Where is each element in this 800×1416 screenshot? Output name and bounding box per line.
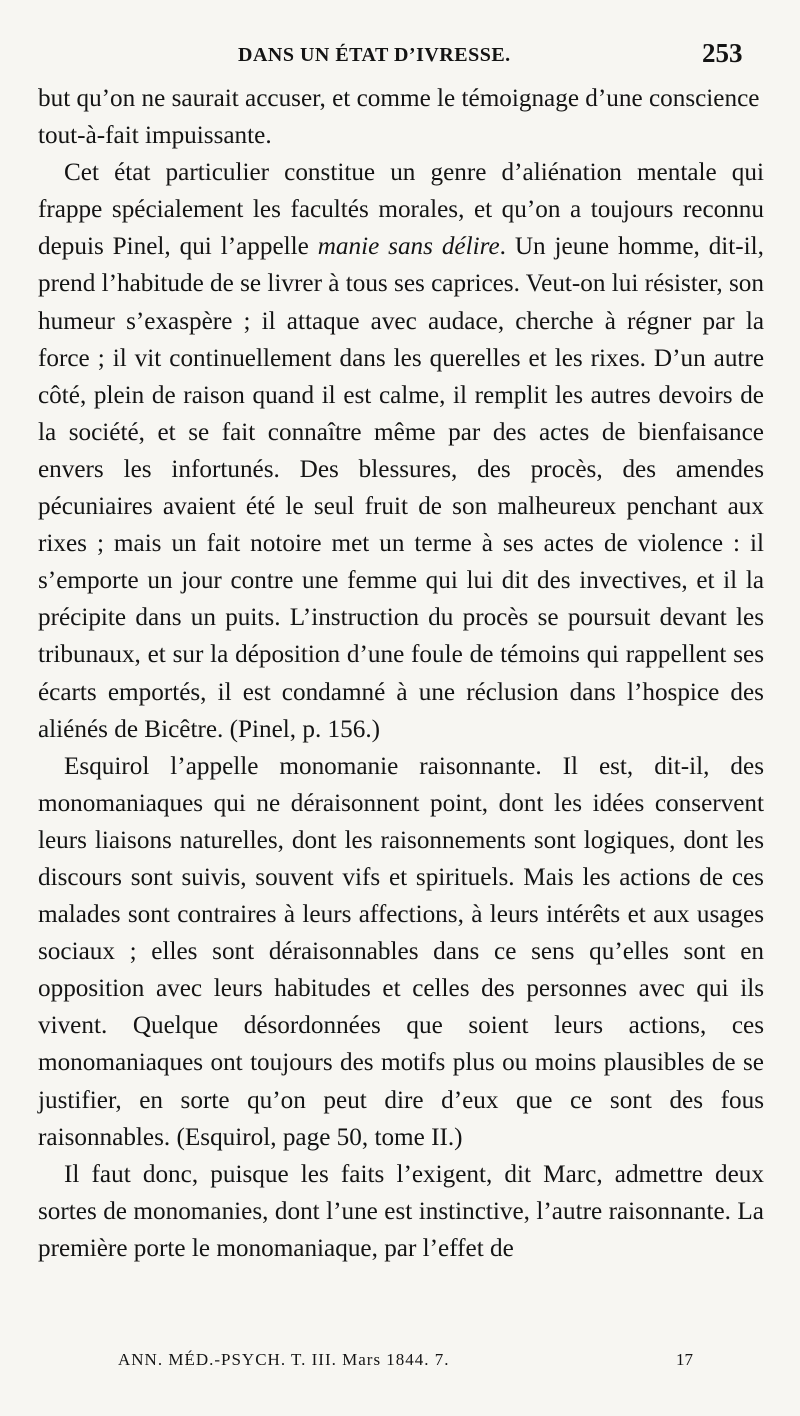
paragraph-1: but qu’on ne saurait accuser, et comme le témoignage d’une conscience tout-à-fait impuissante.	[38, 85, 760, 150]
page-number: 253	[702, 38, 743, 68]
paragraph-2-text-a: Cet état particulier constitue un genre d’aliénation mentale qui frappe spécialement les facultés morales, et qu’on a toujours reconnu depuis Pinel, qui l’appelle	[38, 159, 764, 261]
paragraph-2	[38, 154, 764, 748]
running-title: DANS UN ÉTAT D’IVRESSE.	[238, 44, 511, 66]
signature-number: 17	[676, 1350, 693, 1369]
paragraph-2-italic-term: manie sans délire	[317, 233, 500, 261]
running-head	[0, 38, 800, 78]
paragraph-2-text-b: . Un jeune homme, dit-il, prend l’habitude de se livrer à tous ses caprices. Veut-on lui résister, son humeur s’exaspère ; il attaque avec audace, cherche à régner par la force ; il vit continuellement dans les querelles et les rixes. D’un autre côté, plein de raison quand il est calme, il remplit les autres devoirs de la société, et se fait connaître même par des actes de bienfaisance envers les infortunés. Des blessures, des procès, des amendes pécuniaires avaient été le seul fruit de son malheureux penchant aux rixes ; mais un fait notoire met un terme à ses actes de violence : il s’emporte un jour contre une femme qui lui dit des invectives, et il la précipite dans un puits. L’instruction du procès se poursuit devant les tribunaux, et sur la déposition d’une foule de témoins qui rappellent ses écarts emportés, il est condamné à une réclusion dans l’hospice des aliénés de Bicêtre. (Pinel, p. 156.)	[38, 233, 764, 743]
page-footer	[0, 1350, 800, 1380]
body-text	[38, 80, 764, 1267]
paragraph-3: Esquirol l’appelle monomanie raisonnante. Il est, dit-il, des monomaniaques qui ne déraisonnent point, dont les idées conservent leurs liaisons naturelles, dont les raisonnements sont logiques, dont les discours sont suivis, souvent vifs et spirituels. Mais les actions de ces malades sont contraires à leurs affections, à leurs intérêts et aux usages sociaux ; elles sont déraisonnables dans ce sens qu’elles sont en opposition avec leurs habitudes et celles des personnes avec qui ils vivent. Quelque désordonnées que soient leurs actions, ces monomaniaques ont toujours des motifs plus ou moins plausibles de se justifier, en sorte qu’on peut dire d’eux que ce sont des fous raisonnables. (Esquirol, page 50, tome II.)	[38, 752, 764, 1151]
printer-signature: ANN. MÉD.-PSYCH. T. III. Mars 1844. 7.	[118, 1350, 450, 1369]
paragraph-4: Il faut donc, puisque les faits l’exigent, dit Marc, admettre deux sortes de monomanies, dont l’une est instinctive, l’autre raisonnante. La première porte le monomaniaque, par l’effet de	[38, 1160, 764, 1262]
